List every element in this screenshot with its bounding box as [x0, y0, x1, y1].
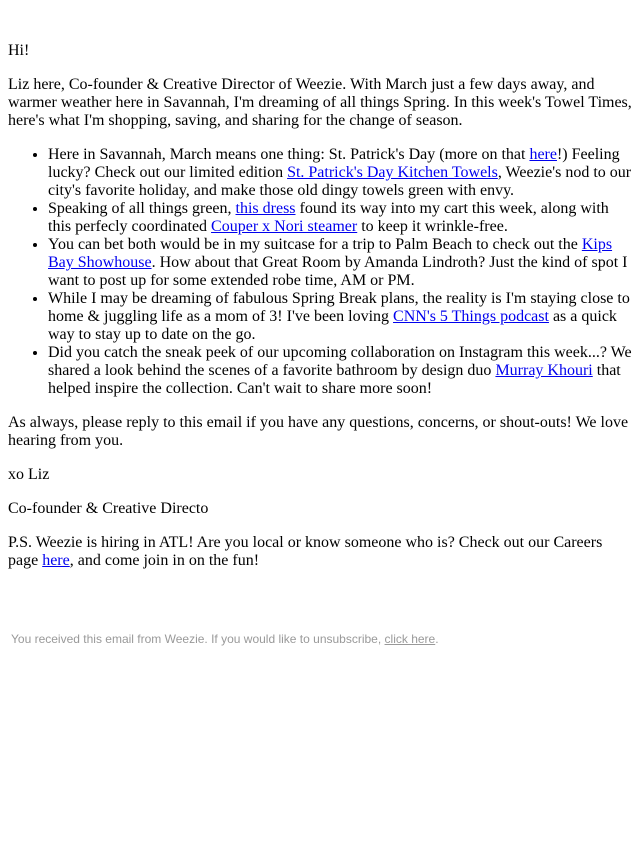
unsubscribe-footer	[11, 632, 439, 647]
steamer-link[interactable]: Couper x Nori steamer	[211, 218, 358, 235]
email-body	[8, 42, 634, 586]
list-item-text: !) Feeling lucky? Check out our limited edition	[48, 146, 620, 181]
list-item-text: Did you catch the sneak peek of our upcoming collaboration on Instagram this week...? We shared a look behind the scenes of a favorite bathroom by design duo	[48, 344, 632, 379]
highlights-list	[8, 146, 634, 398]
list-item	[48, 344, 634, 398]
list-item-text: Here in Savannah, March means one thing: St. Patrick's Day (more on that	[48, 146, 530, 163]
greeting: Hi!	[8, 42, 30, 59]
list-item-text: Speaking of all things green,	[48, 200, 236, 217]
unsubscribe-link[interactable]: click here	[384, 632, 436, 646]
list-item-text: While I may be dreaming of fabulous Spring Break plans, the reality is I'm staying close to home & juggling life as a mom of 3! I've been loving	[48, 290, 630, 325]
kitchen-towels-link[interactable]: St. Patrick's Day Kitchen Towels	[287, 164, 498, 181]
ps-text: P.S. Weezie is hiring in ATL! Are you local or know someone who is? Check out our Careers page	[8, 534, 603, 569]
list-item-text: You can bet both would be in my suitcase for a trip to Palm Beach to check out the	[48, 236, 582, 253]
footer-text: You received this email from Weezie. If you would like to unsubscribe,	[11, 632, 385, 646]
intro-paragraph: Liz here, Co-founder & Creative Director of Weezie. With March just a few days away, and warmer weather here in Savannah, I'm dreaming of all things Spring. In this week's Towel Times, here's what I'm shopping, saving, and sharing for the change of season.	[8, 76, 632, 129]
signature-title: Co-founder & Creative Directo	[8, 500, 209, 517]
footer-end: .	[435, 632, 439, 646]
podcast-link[interactable]: CNN's 5 Things podcast	[393, 308, 549, 325]
murray-khouri-link[interactable]: Murray Khouri	[495, 362, 593, 379]
st-patricks-more-link[interactable]: here	[529, 146, 557, 163]
list-item-text: found its way into my cart this week, along with this perfecly coordinated	[48, 200, 609, 235]
ps-text: , and come join in on the fun!	[69, 552, 260, 569]
list-item-text: . How about that Great Room by Amanda Lindroth? Just the kind of spot I want to post up for some extended robe time, AM or PM.	[48, 254, 628, 289]
signoff: xo Liz	[8, 466, 50, 483]
list-item-text: to keep it wrinkle-free.	[357, 218, 508, 235]
list-item	[48, 200, 634, 236]
kips-bay-showhouse-link[interactable]: Kips Bay Showhouse	[48, 236, 613, 271]
careers-link[interactable]: here	[42, 552, 70, 569]
list-item	[48, 236, 634, 290]
list-item	[48, 146, 634, 200]
list-item-text: , Weezie's nod to our city's favorite holiday, and make those old dingy towels green with envy.	[48, 164, 632, 199]
dress-link[interactable]: this dress	[235, 200, 296, 217]
closing-paragraph: As always, please reply to this email if you have any questions, concerns, or shout-outs! We love hearing from you.	[8, 414, 629, 449]
ps-paragraph	[8, 534, 634, 570]
list-item-text: that helped inspire the collection. Can't wait to share more soon!	[48, 362, 621, 397]
list-item	[48, 290, 634, 344]
list-item-text: as a quick way to stay up to date on the go.	[48, 308, 617, 343]
